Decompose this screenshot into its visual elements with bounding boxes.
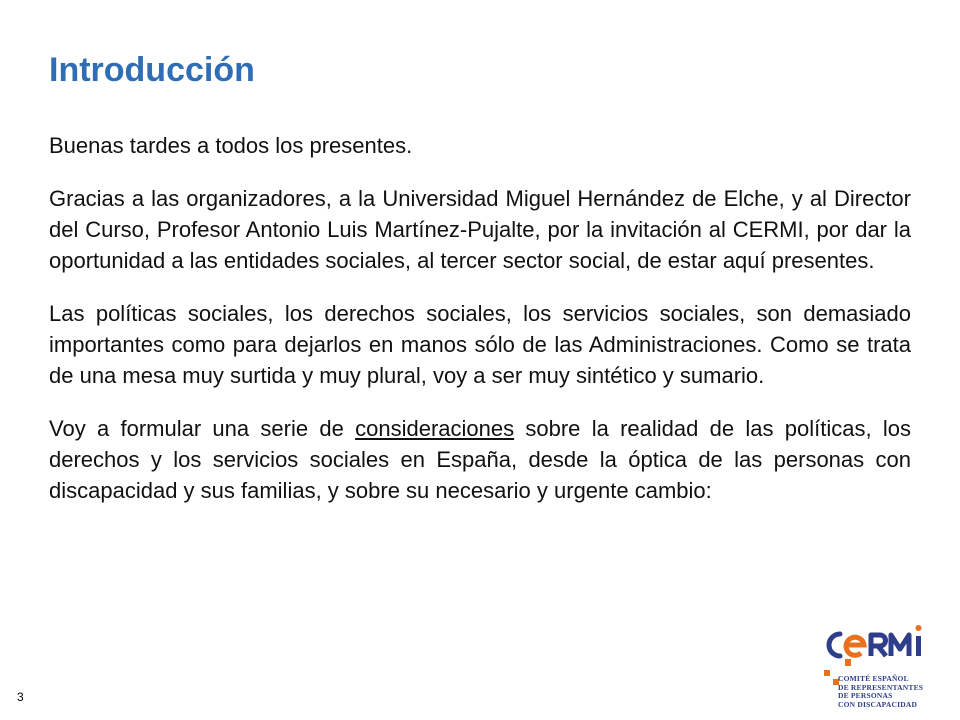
logo-line: COMITÉ ESPAÑOL — [838, 674, 909, 683]
paragraph-social-policies: Las políticas sociales, los derechos sociales, los servicios sociales, son demasiado importantes como para dejarlos en manos sólo de las Administraciones. Como se trata de una mesa muy surtida y muy plural, voy a ser muy sintético y sumario. — [49, 301, 911, 388]
slide-title: Introducción — [49, 51, 255, 89]
cermi-logo-text — [838, 675, 923, 709]
considerations-rest: sobre la realidad de las políticas, los derechos y los servicios sociales en España, desde la óptica de las personas con discapacidad y sus familias, y sobre su necesario y urgente cambio: — [49, 416, 911, 503]
logo-line: DE REPRESENTANTES — [838, 682, 924, 692]
paragraph-considerations — [49, 413, 911, 506]
paragraph-greeting: Buenas tardes a todos los presentes. — [49, 133, 413, 158]
considerations-underlined: consideraciones — [355, 416, 515, 441]
logo-line: CON DISCAPACIDAD — [838, 699, 918, 709]
slide-body — [49, 130, 911, 528]
considerations-intro: Voy a formular una serie de — [49, 416, 356, 441]
paragraph-thanks: Gracias a las organizadores, a la Universidad Miguel Hernández de Elche, y al Director del Curso, Profesor Antonio Luis Martínez-Pujalte, por la invitación al CERMI, por dar la oportunidad a las entidades sociales, al tercer sector social, de estar aquí presentes. — [49, 186, 911, 273]
logo-line: DE PERSONAS — [838, 691, 893, 700]
page-number: 3 — [17, 690, 24, 704]
